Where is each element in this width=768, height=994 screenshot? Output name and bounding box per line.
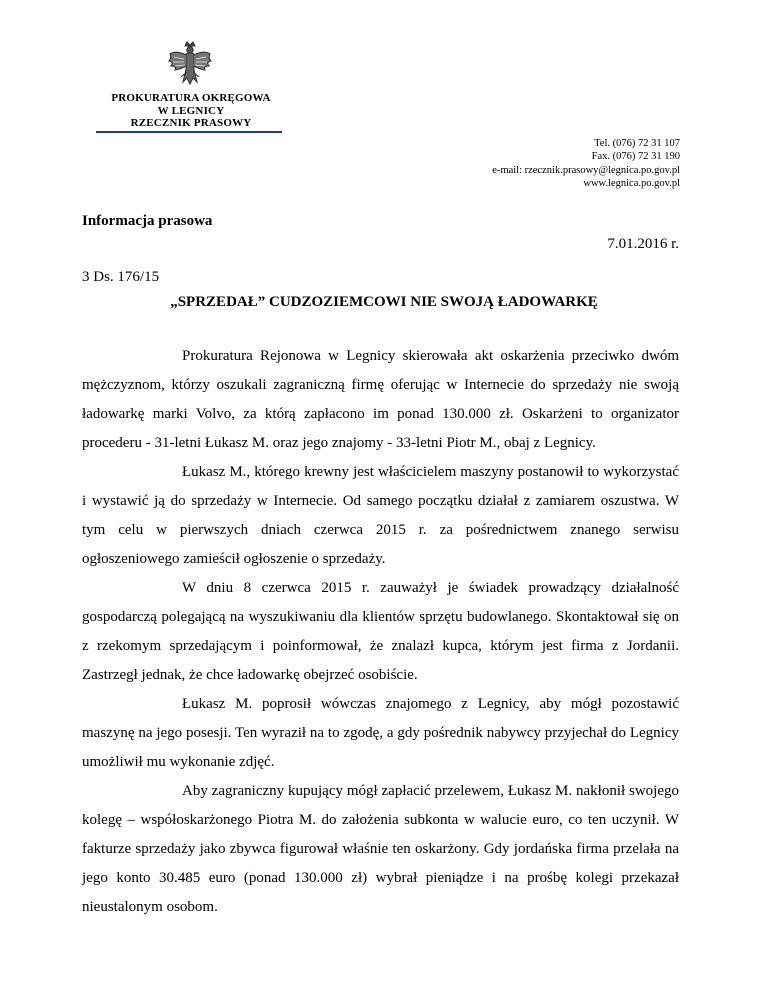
header-divider: [96, 131, 282, 133]
paragraph: Łukasz M., którego krewny jest właścicielem maszyny postanowił to wykorzystać i wystawić ją do sprzedaży w Internecie. Od samego początku działał z zamiarem oszustwa. W tym celu w pierwszych dniach czerwca 2015 r. za pośrednictwem znanego serwisu ogłoszeniowego zamieścił ogłoszenie o sprzedaży.: [82, 464, 679, 567]
paragraph: Łukasz M. poprosił wówczas znajomego z Legnicy, aby mógł pozostawić maszynę na jego posesji. Ten wyraził na to zgodę, a gdy pośrednik nabywcy przyjechał do Legnicy umożliwił mu wykonanie zdjęć.: [82, 696, 679, 770]
org-line-2: W LEGNICY: [157, 104, 225, 117]
paragraph: W dniu 8 czerwca 2015 r. zauważył je świadek prowadzący działalność gospodarczą polegającą na wyszukiwaniu dla klientów sprzętu budowlanego. Skontaktował się on z rzekomym sprzedającym i poinformował, że znalazł kupca, którym jest firma z Jordanii. Zastrzegł jednak, że chce ładowarkę obejrzeć osobiście.: [82, 580, 679, 683]
organization-name: [96, 92, 286, 130]
case-number: 3 Ds. 176/15: [82, 269, 160, 285]
paragraph: Aby zagraniczny kupujący mógł zapłacić przelewem, Łukasz M. nakłonił swojego kolegę – współoskarżonego Piotra M. do założenia subkonta w walucie euro, co ten uczynił. W fakturze sprzedaży jako zbywca figurował właśnie ten oskarżony. Gdy jordańska firma przelała na jego konto 30.485 euro (ponad 130.000 zł) wybrał pieniądze i na prośbę kolegi przekazał nieustalonym osobom.: [82, 783, 679, 915]
document-date: 7.01.2016 r.: [607, 236, 679, 252]
document-title: „SPRZEDAŁ” CUDZOZIEMCOWI NIE SWOJĄ ŁADOWARKĘ: [170, 294, 598, 310]
contact-block: [492, 137, 680, 190]
email-address: e-mail: rzecznik.prasowy@legnica.po.gov.pl: [492, 164, 680, 176]
polish-eagle-icon: [166, 40, 214, 92]
document-heading: Informacja prasowa: [82, 213, 213, 229]
fax-number: Fax. (076) 72 31 190: [591, 151, 680, 163]
website-address: www.legnica.po.gov.pl: [583, 177, 680, 189]
paragraph: Prokuratura Rejonowa w Legnicy skierowała akt oskarżenia przeciwko dwóm mężczyznom, którzy oszukali zagraniczną firmę oferując w Internecie do sprzedaży nie swoją ładowarkę marki Volvo, za którą zapłacono im ponad 130.000 zł. Oskarżeni to organizator procederu - 31-letni Łukasz M. oraz jego znajomy - 33-letni Piotr M., obaj z Legnicy.: [82, 348, 679, 451]
org-line-1: PROKURATURA OKRĘGOWA: [111, 92, 271, 104]
document-body: [82, 342, 679, 922]
phone-number: Tel. (076) 72 31 107: [594, 138, 680, 149]
org-line-3: RZECZNIK PRASOWY: [130, 117, 252, 129]
